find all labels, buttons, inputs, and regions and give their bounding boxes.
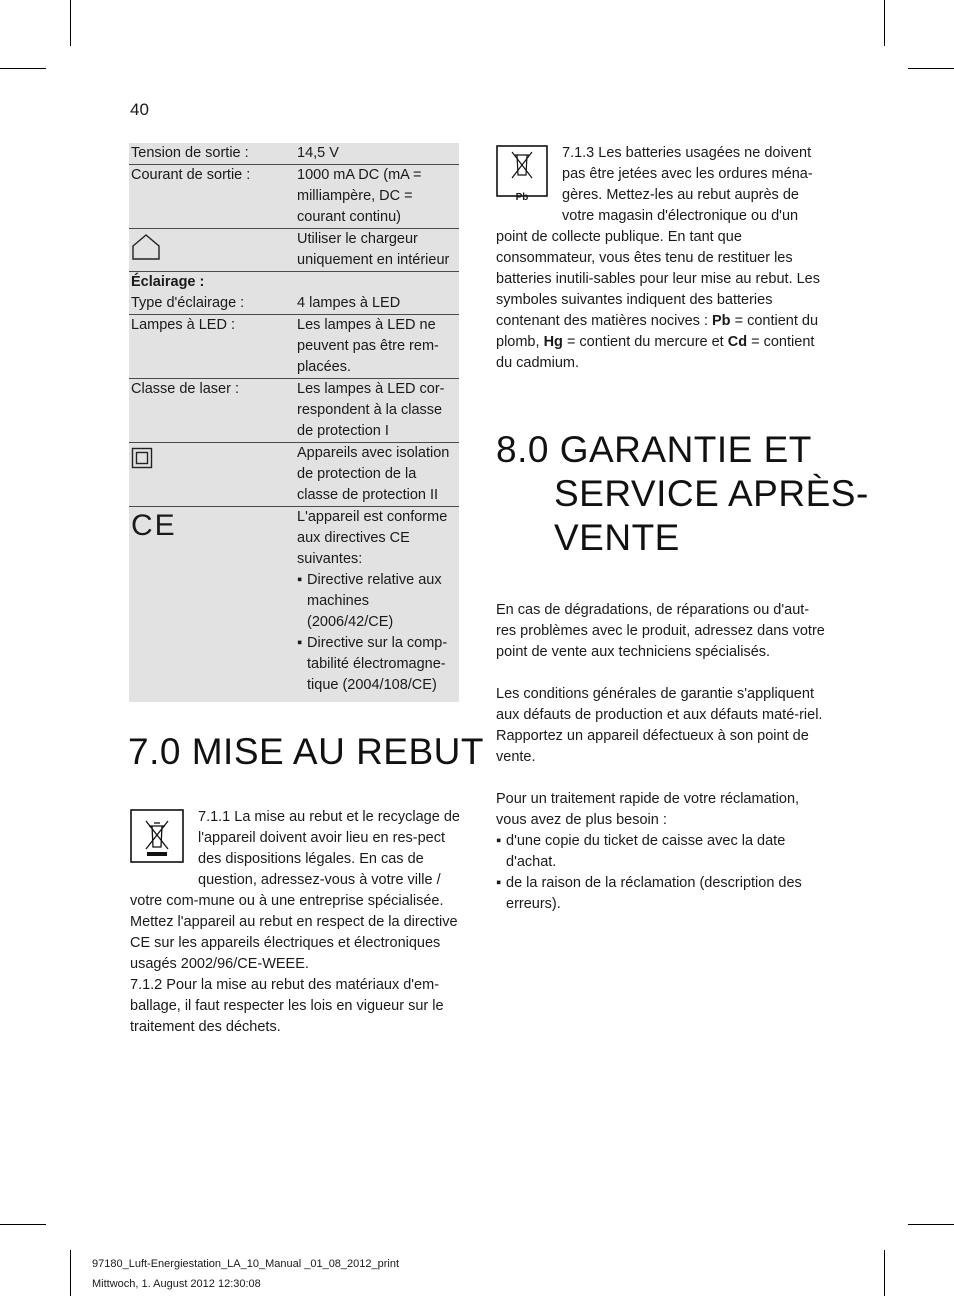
hg-text: = contient du mercure et: [566, 334, 724, 350]
spec-value: 1000 mA DC (mA = milliampère, DC = courant continu): [297, 167, 422, 225]
packaging-text: 7.1.2 Pour la mise au rebut des matériaux d'em-ballage, il faut respecter les lois en vigueur sur le traitement des déchets.: [130, 977, 444, 1035]
spec-row-class2: [129, 443, 459, 507]
spec-label: Lampes à LED :: [131, 317, 235, 333]
spec-label: Tension de sortie :: [131, 145, 249, 161]
spec-row: [129, 379, 459, 443]
crop-mark: [884, 0, 885, 46]
spec-value: L'appareil est conforme aux directives CE suivantes:: [297, 509, 448, 567]
section-8-heading-line: VENTE: [554, 517, 680, 558]
spec-row: [129, 315, 459, 379]
spec-row-ce: [129, 507, 459, 702]
spec-value: 14,5 V: [297, 145, 339, 161]
list-item: ▪ Directive relative aux machines (2006/42/CE): [297, 570, 459, 633]
spec-label: Courant de sortie :: [131, 167, 251, 183]
spec-value: Les lampes à LED cor-respondent à la classe de protection I: [297, 381, 445, 439]
cd-text: = contient du cadmium.: [496, 334, 815, 371]
spec-row: [129, 143, 459, 165]
crop-mark: [0, 1224, 46, 1225]
footer-filename: 97180_Luft-Energiestation_LA_10_Manual _01_08_2012_print: [92, 1258, 400, 1270]
list-item-text: Directive sur la comp-tabilité électromagne-tique (2004/108/CE): [307, 635, 448, 693]
spec-table: [129, 143, 459, 702]
spec-value: Appareils avec isolation de protection de la classe de protection II: [297, 445, 450, 503]
crop-mark: [70, 0, 71, 46]
indoor-house-icon: [129, 229, 297, 271]
guarantee-text: [496, 600, 826, 915]
section-7-heading: 7.0 MISE AU REBUT: [128, 731, 484, 772]
cd-symbol: Cd: [727, 334, 748, 350]
list-item: ▪ Directive sur la comp-tabilité électromagne-tique (2004/108/CE): [297, 633, 459, 696]
spec-row: [129, 293, 459, 315]
crop-mark: [908, 1224, 954, 1225]
spec-value: Les lampes à LED ne peuvent pas être rem-placées.: [297, 317, 439, 375]
pb-symbol: Pb: [712, 313, 731, 329]
list-item-text: d'une copie du ticket de caisse avec la date d'achat.: [506, 833, 786, 870]
footer-timestamp: Mittwoch, 1. August 2012 12:30:08: [92, 1278, 261, 1290]
pb-text: = contient du plomb,: [496, 313, 819, 350]
section-8-heading-line: SERVICE APRÈS-: [554, 473, 869, 514]
weee-paragraph: [130, 807, 460, 1038]
spec-row: [129, 165, 459, 229]
crop-mark: [0, 68, 46, 69]
list-item-text: Directive relative aux machines (2006/42/CE): [307, 572, 442, 630]
battery-paragraph: [496, 143, 828, 374]
page-number: 40: [130, 100, 149, 119]
ce-note-block: [297, 507, 459, 696]
ce-mark-icon: [129, 507, 297, 696]
protection-class-2-icon: [129, 443, 297, 506]
spec-row-indoor: [129, 229, 459, 272]
guarantee-paragraph: Pour un traitement rapide de votre réclamation, vous avez de plus besoin :: [496, 791, 800, 828]
spec-section-heading: Éclairage :: [131, 274, 205, 290]
battery-icon-label: Pb: [515, 192, 529, 203]
spec-value: 4 lampes à LED: [297, 295, 401, 311]
guarantee-paragraph: En cas de dégradations, de réparations ou d'aut-res problèmes avec le produit, adressez dans votre point de vente aux techniciens spécialisés.: [496, 602, 825, 660]
hg-symbol: Hg: [543, 334, 563, 350]
spec-value: Utiliser le chargeur uniquement en intérieur: [297, 231, 450, 268]
section-8-heading-line: 8.0 GARANTIE ET: [496, 429, 812, 470]
crop-mark: [884, 1250, 885, 1296]
guarantee-paragraph: Les conditions générales de garantie s'appliquent aux défauts de production et aux défauts maté-riel. Rapportez un appareil défectueux à son point de vente.: [496, 686, 823, 765]
weee-bin-icon: [130, 809, 184, 870]
list-item: ▪ de la raison de la réclamation (description des erreurs).: [496, 873, 826, 915]
battery-bin-icon: [496, 145, 548, 208]
crop-mark: [908, 68, 954, 69]
crop-mark: [70, 1250, 71, 1296]
battery-text: 7.1.3 Les batteries usagées ne doivent pas être jetées avec les ordures ména-gères. Mettez-les au rebut auprès de votre magasin d'électronique ou d'un point de collecte publique. En tant que consommateur, vous êtes tenu de restituer les batteries inutili-sables pour leur mise au rebut. Les symboles suivantes indiquent des batteries contenant des matières nocives :: [496, 145, 820, 329]
section-8-heading: [496, 428, 869, 560]
spec-label: Classe de laser :: [131, 381, 239, 397]
weee-text: 7.1.1 La mise au rebut et le recyclage de l'appareil doivent avoir lieu en res-pect des dispositions légales. En cas de question, adressez-vous à votre ville / votre com-mune ou à une entreprise spécialisée. Mettez l'appareil au rebut en respect de la directive CE sur les appareils électriques et électroniques usagés 2002/96/CE-WEEE.: [130, 809, 460, 972]
spec-label: Type d'éclairage :: [131, 295, 245, 311]
list-item-text: de la raison de la réclamation (description des erreurs).: [506, 875, 802, 912]
list-item: ▪ d'une copie du ticket de caisse avec la date d'achat.: [496, 831, 826, 873]
ce-mark-text: CE: [131, 509, 177, 542]
